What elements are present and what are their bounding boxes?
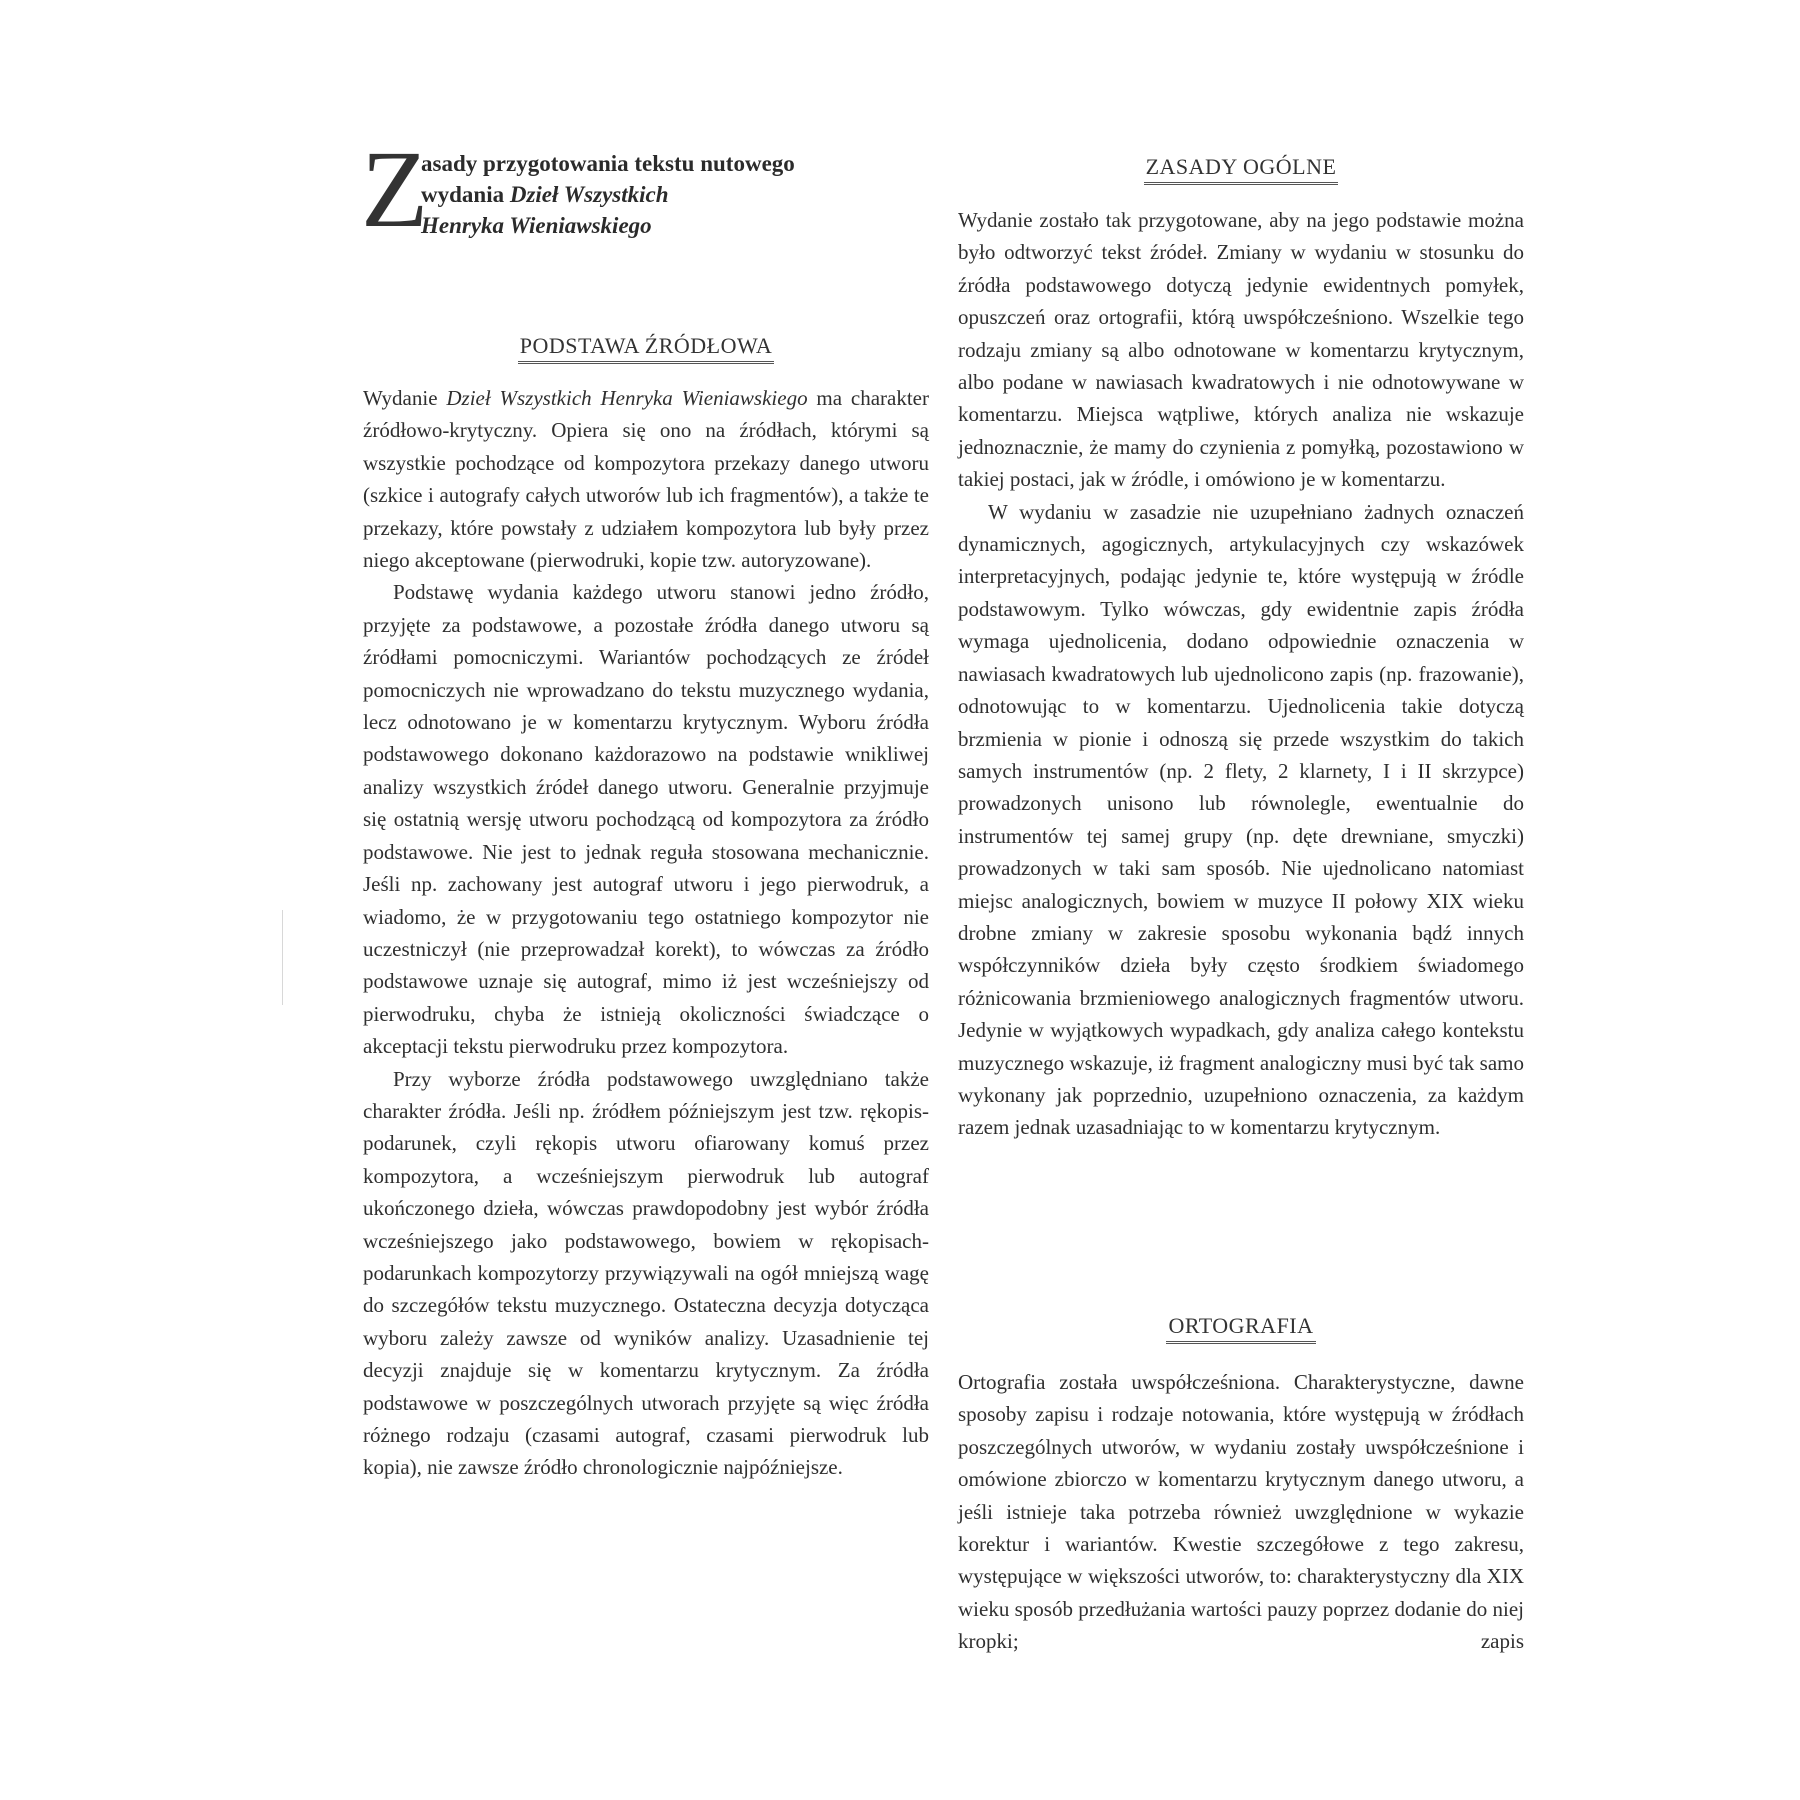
section-heading-ortografia (958, 1313, 1524, 1344)
paragraph-italic-text: Dzieł Wszystkich Henryka Wieniawskiego (446, 386, 808, 410)
right-body-1 (958, 204, 1524, 1144)
section-heading-ortografia-text: ORTOGRAFIA (1166, 1313, 1315, 1344)
section-heading-zasady (958, 154, 1524, 185)
document-title (361, 128, 929, 250)
paragraph: Podstawę wydania każdego utworu stanowi jedno źródło, przyjęte za podstawowe, a pozostałe źródła danego utworu są źródłami pomocniczymi. Wariantów pochodzących ze źródeł pomocniczych nie wprowadzano do tekstu muzycznego wydania, lecz odnotowano je w komentarzu krytycznym. Wyboru źródła podstawowego dokonano każdorazowo na podstawie wnikliwej analizy wszystkich źródeł danego utworu. Generalnie przyjmuje się ostatnią wersję utworu pochodzącą od kompozytora za źródło podstawowe. Nie jest to jednak reguła stosowana mechanicznie. Jeśli np. zachowany jest autograf utworu i jego pierwodruk, a wiadomo, że w przygotowaniu tego ostatniego kompozytor nie uczestniczył (nie przeprowadzał korekt), to wówczas za źródło podstawowe uznaje się autograf, mimo iż jest wcześniejszy od pierwodruku, chyba że istnieją okoliczności świadczące o akceptacji tekstu pierwodruku przez kompozytora. (363, 580, 929, 1059)
margin-mark (282, 910, 283, 1005)
title-lines (421, 148, 795, 241)
right-body-2 (958, 1366, 1524, 1658)
title-line-2-italic: Dzieł Wszystkich (509, 182, 669, 207)
paragraph: Wydanie zostało tak przygotowane, aby na jego podstawie można było odtworzyć tekst źródeł. Zmiany w wydaniu w stosunku do źródła podstawowego dotyczą jedynie ewidentnych pomyłek, opuszczeń oraz ortografii, którą uwspółcześniono. Wszelkie tego rodzaju zmiany są albo odnotowane w komentarzu krytycznym, albo podane w nawiasach kwadratowych i nie odnotowywane w komentarzu. Miejsca wątpliwe, których analiza nie wskazuje jednoznacznie, że mamy do czynienia z pomyłką, pozostawiono w takiej postaci, jak w źródle, i omówiono je w komentarzu. (958, 208, 1524, 492)
section-heading-podstawa (363, 333, 929, 364)
title-line-2 (421, 179, 795, 210)
section-heading-zasady-text: ZASADY OGÓLNE (1144, 154, 1339, 185)
paragraph: Ortografia została uwspółcześniona. Charakterystyczne, dawne sposoby zapisu i rodzaje notowania, które występują w źródłach poszczególnych utworów, w wydaniu zostały uwspółcześnione i omówione zbiorczo w komentarzu krytycznym danego utworu, a jeśli istnieje taka potrzeba również uwzględnione w wykazie korektur i wariantów. Kwestie szczegółowe z tego zakresu, występujące w większości utworów, to: charakterystyczny dla XIX wieku sposób przedłużania wartości pauzy poprzez dodanie do niej kropki; zapis (958, 1370, 1524, 1654)
section-heading-podstawa-text: PODSTAWA ŹRÓDŁOWA (518, 333, 774, 364)
paragraph-text: ma charakter źródłowo-krytyczny. Opiera się ono na źródłach, którymi są wszystkie pochodzące od kompozytora przekazy danego utworu (szkice i autografy całych utworów lub ich fragmentów), a także te przekazy, które powstały z udziałem kompozytora lub były przez niego akceptowane (pierwodruki, kopie tzw. autoryzowane). (363, 386, 929, 573)
title-line-3-italic: Henryka Wieniawskiego (421, 213, 652, 238)
left-body (363, 382, 929, 1484)
title-line-3 (421, 210, 795, 241)
drop-cap: Z (361, 128, 429, 250)
paragraph-text: Wydanie (363, 386, 447, 410)
paragraph: W wydaniu w zasadzie nie uzupełniano żadnych oznaczeń dynamicznych, agogicznych, artykulacyjnych czy wskazówek interpretacyjnych, podając jedynie te, które występują w źródle podstawowym. Tylko wówczas, gdy ewidentnie zapis źródła wymaga ujednolicenia, dodano odpowiednie oznaczenia w nawiasach kwadratowych lub ujednolicono zapis (np. frazowanie), odnotowując to w komentarzu. Ujednolicenia takie dotyczą brzmienia w pionie i odnoszą się przede wszystkim do takich samych instrumentów (np. 2 flety, 2 klarnety, I i II skrzypce) prowadzonych unisono lub równolegle, ewentualnie do instrumentów tej samej grupy (np. dęte drewniane, smyczki) prowadzonych w taki sam sposób. Nie ujednolicano natomiast miejsc analogicznych, bowiem w muzyce II połowy XIX wieku drobne zmiany w zakresie sposobu wykonania bądź innych współczynników dzieła były często środkiem świadomego różnicowania brzmieniowego analogicznych fragmentów utworu. Jedynie w wyjątkowych wypadkach, gdy analiza całego kontekstu muzycznego wskazuje, iż fragment analogiczny musi być tak samo wykonany jak poprzednio, uzupełniono oznaczenia, za każdym razem jednak uzasadniając to w komentarzu krytycznym. (958, 499, 1524, 1140)
title-line-2-prefix: wydania (421, 182, 510, 207)
paragraph: Przy wyborze źródła podstawowego uwzględniano także charakter źródła. Jeśli np. źródłem późniejszym jest tzw. rękopis-podarunek, czyli rękopis utworu ofiarowany komuś przez kompozytora, a wcześniejszym pierwodruk lub autograf ukończonego dzieła, wówczas prawdopodobny jest wybór źródła wcześniejszego jako podstawowego, bowiem w rękopisach-podarunkach kompozytorzy przywiązywali na ogół mniejszą wagę do szczegółów tekstu muzycznego. Ostateczna decyzja dotycząca wyboru zależy zawsze od wyników analizy. Uzasadnienie tej decyzji znajduje się w komentarzu krytycznym. Za źródła podstawowe w poszczególnych utworach przyjęte są więc źródła różnego rodzaju (czasami autograf, czasami pierwodruk lub kopia), nie zawsze źródło chronologicznie najpóźniejsze. (363, 1066, 929, 1480)
title-line-1: asady przygotowania tekstu nutowego (421, 151, 795, 176)
paragraph (363, 382, 929, 576)
